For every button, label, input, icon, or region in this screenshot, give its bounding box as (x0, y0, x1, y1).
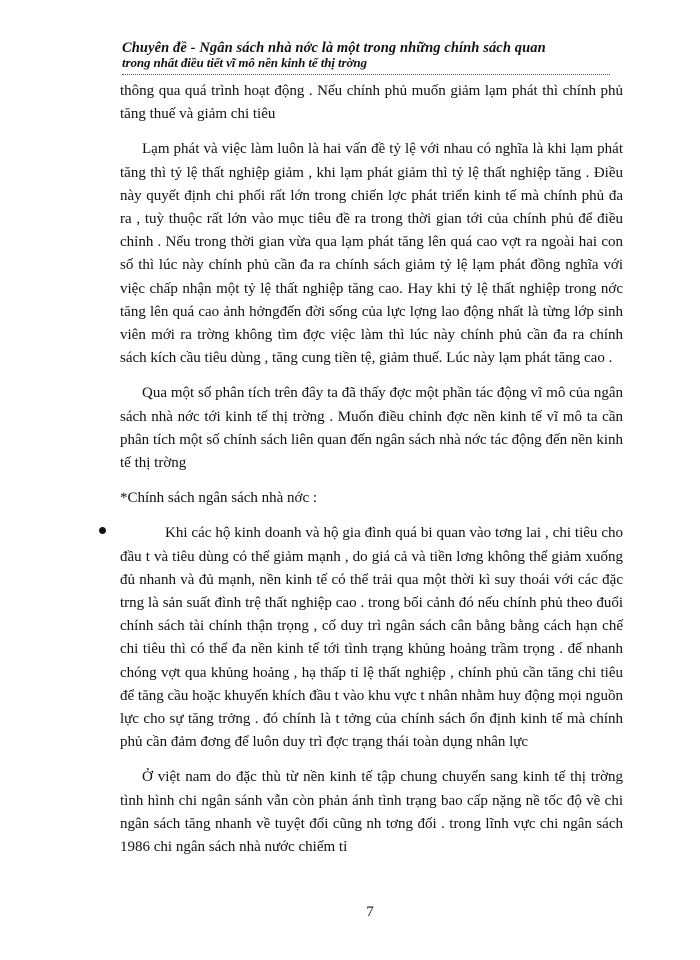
body-text (120, 80, 623, 871)
paragraph-macro-impact: Qua một số phân tích trên đây ta đã thấy đợc một phần tác động vĩ mô của ngân sách nhà nớc tới kinh tế thị trờng . Muốn điều chỉnh đợc nền kinh tế vĩ mô ta cần phân tích một số chính sách liên quan đến ngân sách nhà nớc tác động đến nền kinh tế thị trờng (120, 385, 623, 472)
paragraph-bullet-recession: Khi các hộ kinh doanh và hộ gia đình quá bi quan vào tơng lai , chi tiêu cho đầu t và tiêu dùng có thể giảm mạnh , do giá cả và tiền lơng không thể giảm xuống đủ nhanh và đủ mạnh, nền kinh tế có thể trải qua một thời kì suy thoái với các đặc trng là sản suất đình trệ thất nghiệp cao . trong bối cảnh đó nếu chính phủ theo đuổi chính sách tài chính thận trọng , cố duy trì ngân sách cân bằng bằng cách hạn chế chi tiêu thì có thể đa nền kinh tế tới tình trạng khủng hoảng trầm trọng . để nhanh chóng vợt qua khủng hoảng , hạ thấp tỉ lệ thất nghiệp , chính phủ cần tăng chi tiêu để tăng cầu hoặc khuyến khích đầu t vào khu vực t nhân nhằm huy động mọi nguồn lực cho sự tăng trởng . đó chính là t tởng của chính sách ổn định kinh tế mà chính phủ cần đảm đơng để luôn duy trì đợc trạng thái toàn dụng nhân lực (120, 525, 623, 751)
paragraph-vietnam: Ở việt nam do đặc thù từ nền kinh tế tập chung chuyển sang kinh tế thị trờng tình hình chi ngân sánh vẫn còn phản ánh tình trạng bao cấp nặng nề tốc độ về chi ngân sách tăng nhanh về tuyệt đối cũng nh tơng đối . trong lĩnh vực chi ngân sách 1986 chi ngân sách nhà nước chiếm tỉ (120, 769, 623, 856)
bullet-item (120, 522, 623, 754)
header-line-2: trong nhất điều tiết vĩ mô nền kinh tế thị trờng (122, 55, 367, 70)
running-header (122, 40, 622, 70)
paragraph-inflation-employment: Lạm phát và việc làm luôn là hai vấn đề tỷ lệ với nhau có nghĩa là khi lạm phát tăng thì tỷ lệ thất nghiệp giảm , khi lạm phát giảm thì tỷ lệ thất nghiệp tăng . Điều này quyết định chi phối rất lớn trong chiến lợc phát triển kinh tế mà chính phủ đa ra , tuỳ thuộc rất lớn vào mục tiêu đề ra trong thời gian tới của chính phủ để điều chỉnh . Nếu trong thời gian vừa qua lạm phát tăng lên quá cao vợt ra ngoài hai con số thì lúc này chính phủ cần đa ra chính sách giảm tỷ lệ lạm phát đồng nghĩa với việc chấp nhận một tỷ lệ thất nghiệp tăng cao. Hay khi tỷ lệ thất nghiệp trong nớc tăng lên quá cao ảnh hởngđến đời sống của lực lợng lao động nhất là từng lớp sinh viên mới ra trờng không tìm đợc việc làm thì lúc này chính phủ cần đa ra chính sách kích cầu tiêu dùng , tăng cung tiền tệ, giảm thuế. Lúc này lạm phát tăng cao . (120, 141, 623, 367)
paragraph-continuation: thông qua quá trình hoạt động . Nếu chính phủ muốn giảm lạm phát thì chính phủ tăng thuế và giảm chi tiêu (120, 83, 623, 123)
header-divider (122, 74, 610, 75)
header-line-1: Chuyên đề - Ngân sách nhà nớc là một trong những chính sách quan (122, 40, 546, 56)
page-number: 7 (366, 904, 374, 920)
section-heading-budget-policy: *Chính sách ngân sách nhà nớc : (120, 490, 318, 507)
bullet-icon (99, 527, 106, 534)
